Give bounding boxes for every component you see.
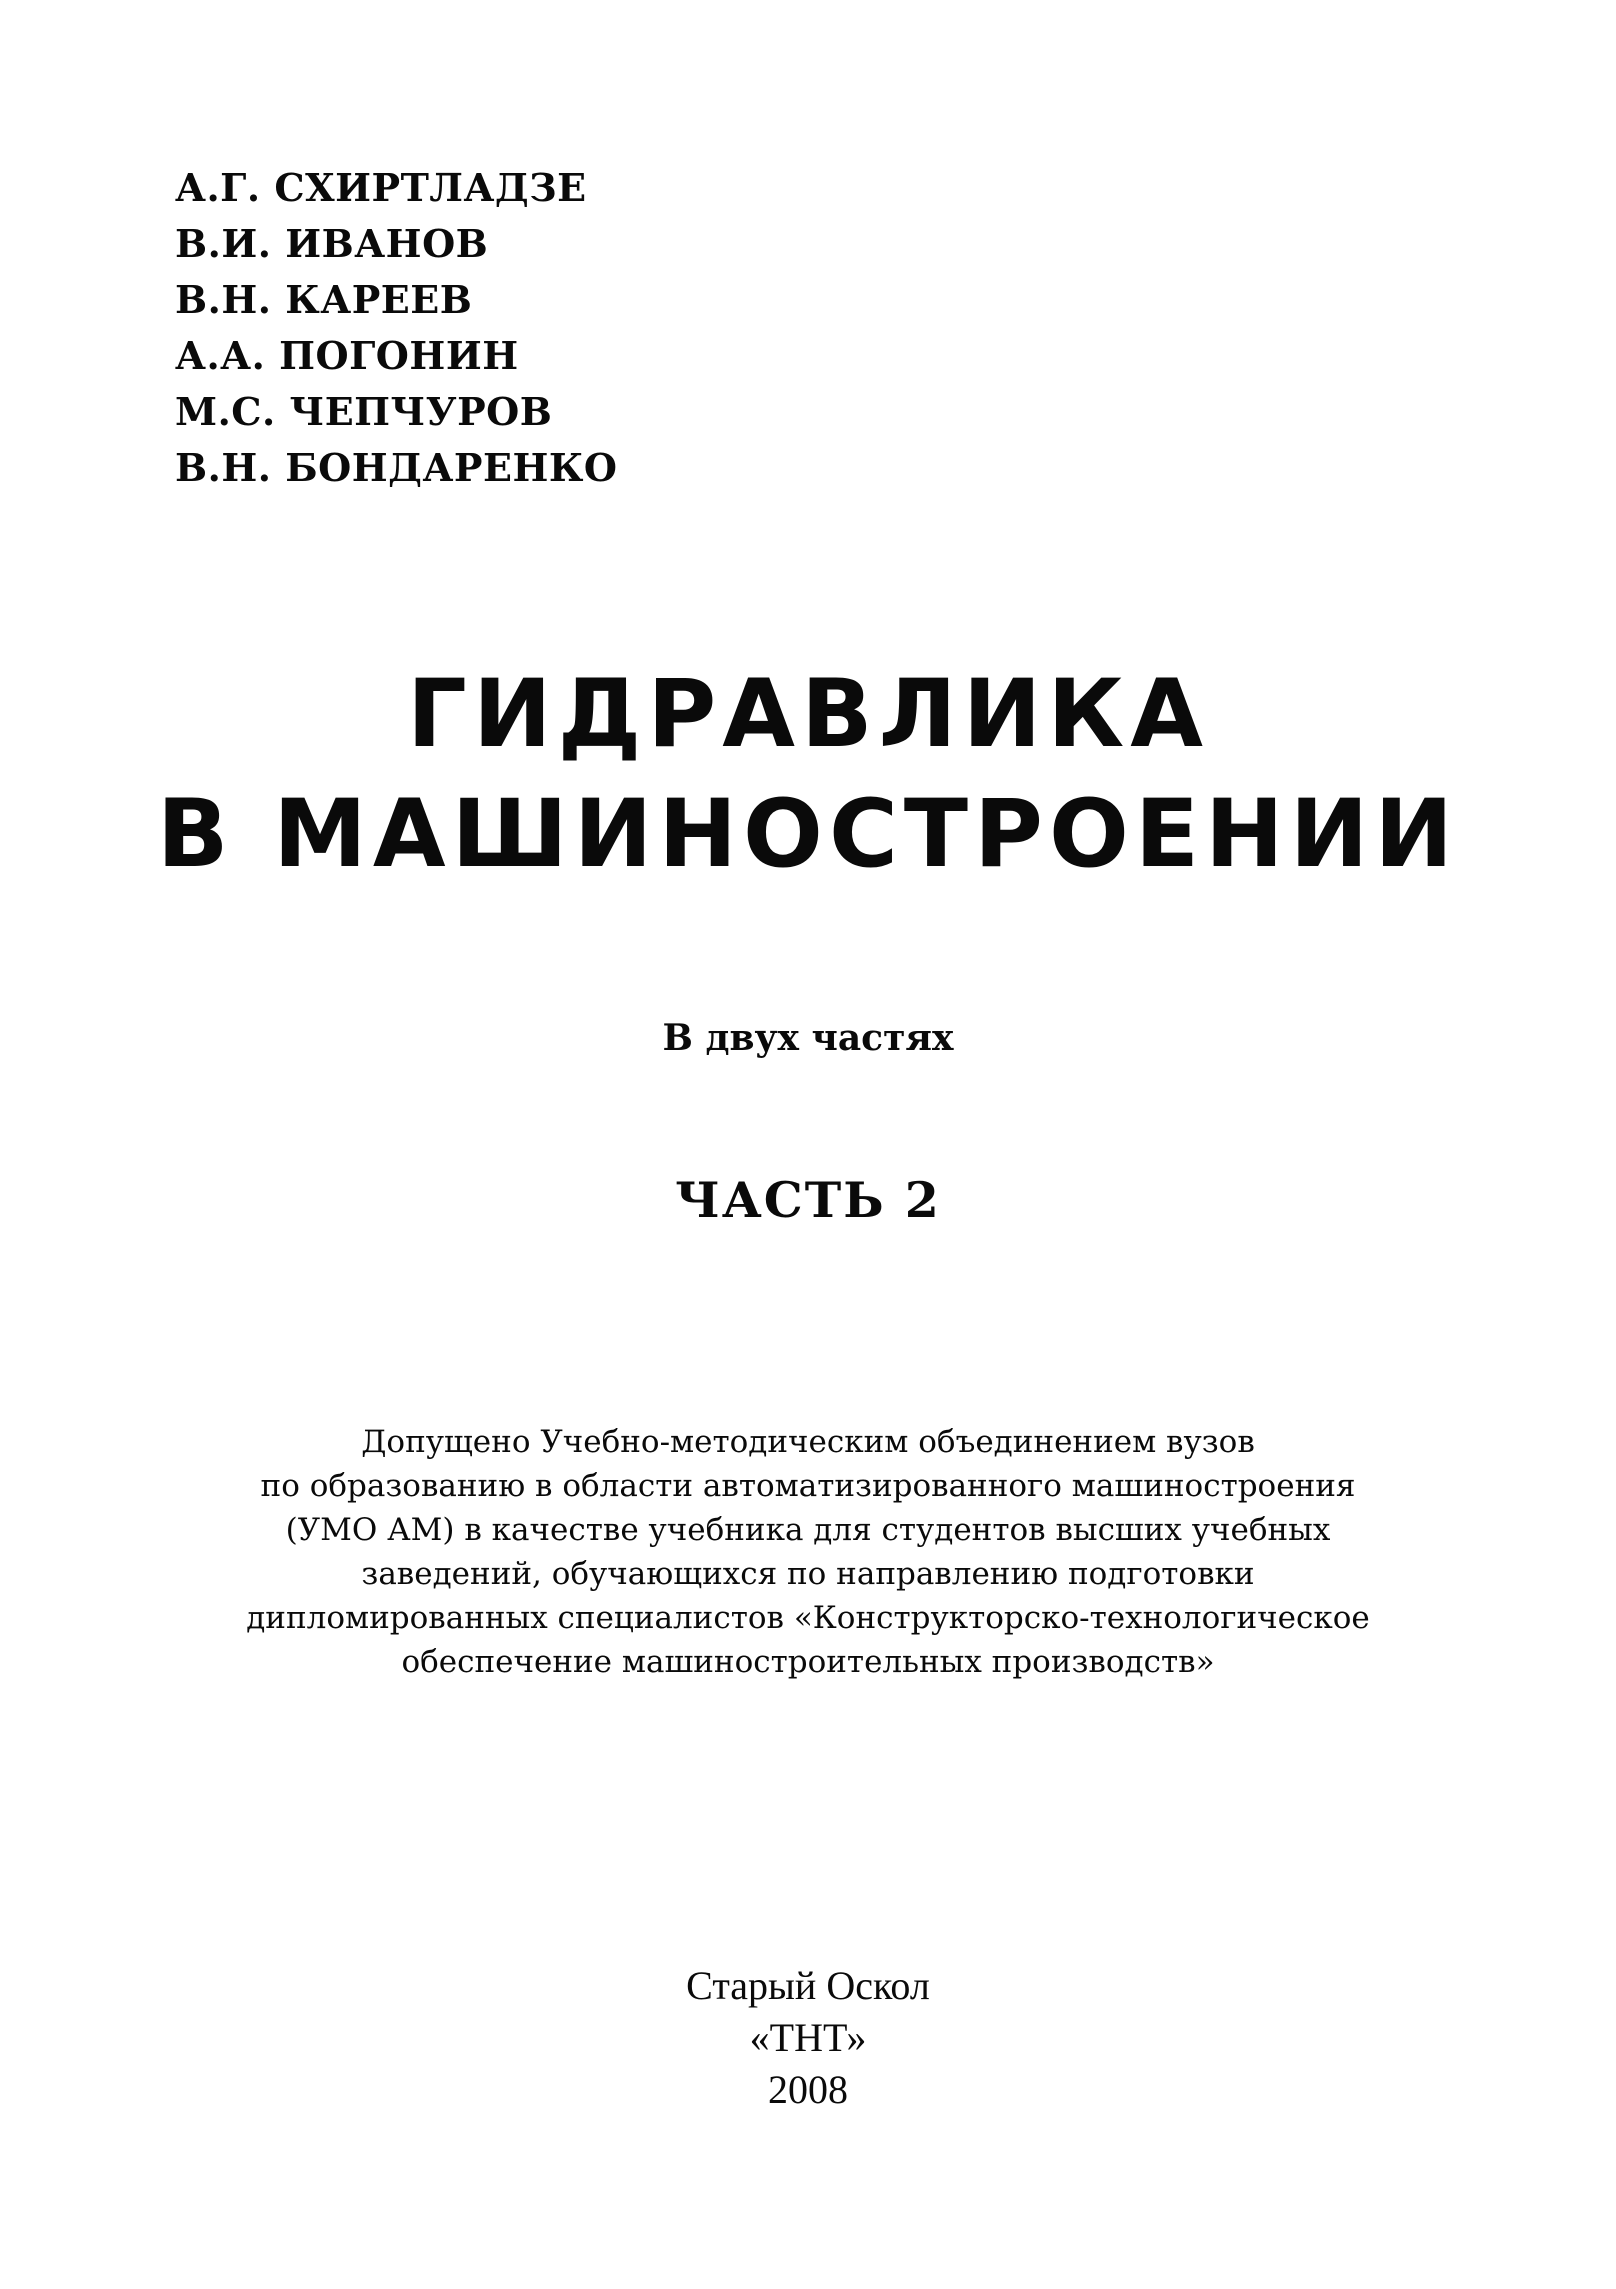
- approval-line: (УМО АМ) в качестве учебника для студентов высших учебных: [285, 1512, 1331, 1548]
- author-name: М.С. ЧЕПЧУРОВ: [175, 389, 553, 434]
- imprint-city: Старый Оскол: [686, 1963, 930, 2008]
- title-line-2: В МАШИНОСТРОЕНИИ: [156, 780, 1460, 889]
- book-title: [0, 655, 1616, 895]
- approval-statement: [0, 1420, 1616, 1684]
- author-name: А.А. ПОГОНИН: [175, 333, 519, 378]
- approval-line: дипломированных специалистов «Конструкторско-технологическое: [246, 1600, 1370, 1636]
- author-name: В.Н. БОНДАРЕНКО: [175, 445, 618, 490]
- parts-note: В двух частях: [662, 1017, 954, 1059]
- author-name: А.Г. СХИРТЛАДЗЕ: [175, 165, 587, 210]
- approval-line: заведений, обучающихся по направлению подготовки: [361, 1556, 1255, 1592]
- approval-line: обеспечение машиностроительных производств»: [401, 1644, 1215, 1680]
- imprint-year: 2008: [768, 2067, 848, 2112]
- imprint: [0, 1960, 1616, 2116]
- approval-line: Допущено Учебно-методическим объединением вузов: [361, 1424, 1255, 1460]
- imprint-publisher: «ТНТ»: [749, 2015, 867, 2060]
- author-list: [175, 160, 618, 496]
- author-name: В.Н. КАРЕЕВ: [175, 277, 473, 322]
- author-name: В.И. ИВАНОВ: [175, 221, 489, 266]
- title-line-1: ГИДРАВЛИКА: [407, 660, 1209, 769]
- approval-line: по образованию в области автоматизированного машиностроения: [260, 1468, 1356, 1504]
- part-label: ЧАСТЬ 2: [675, 1171, 941, 1229]
